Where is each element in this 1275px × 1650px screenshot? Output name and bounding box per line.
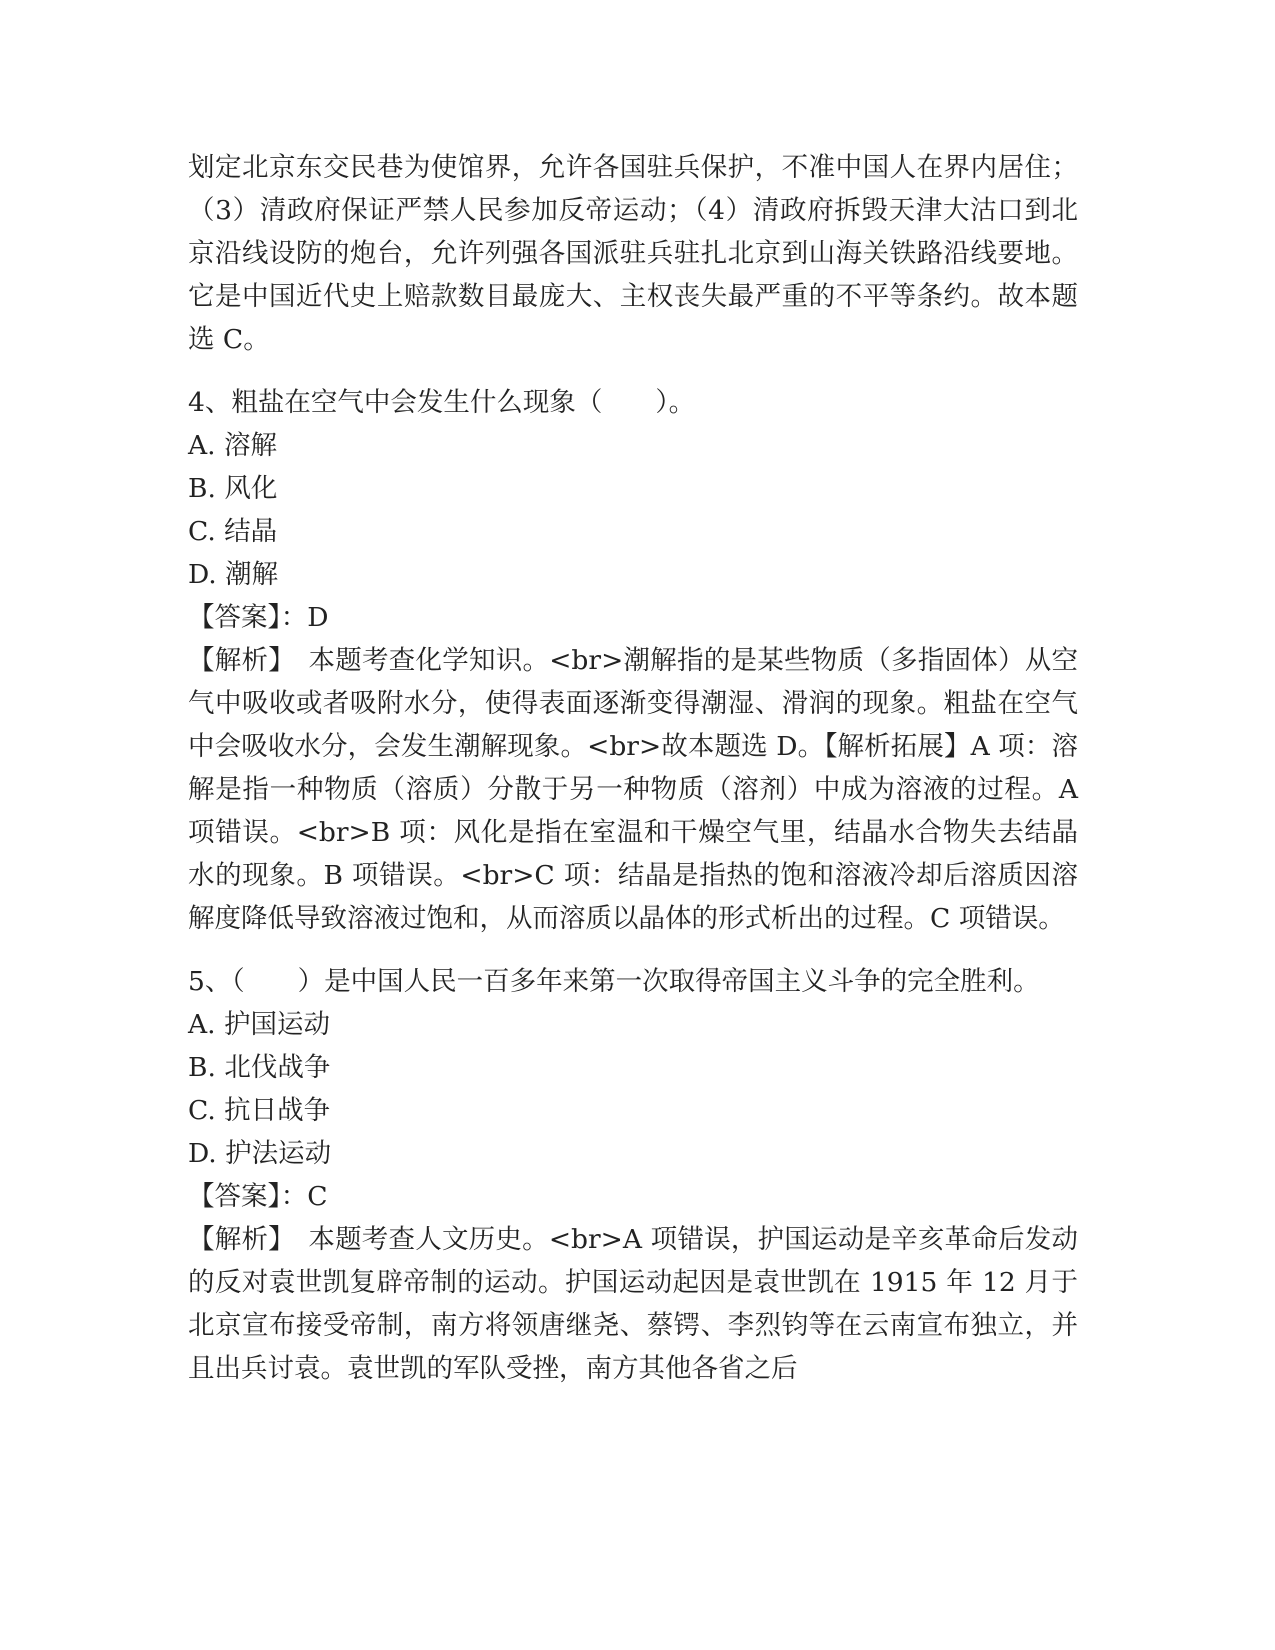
question-4: [188, 381, 1078, 940]
option-a: A. 溶解: [188, 430, 277, 461]
option-d: D. 潮解: [188, 559, 279, 590]
option-b: B. 北伐战争: [188, 1052, 331, 1083]
spacer: [188, 361, 1078, 381]
option-c: C. 结晶: [188, 516, 278, 547]
option-d: D. 护法运动: [188, 1138, 332, 1169]
previous-explanation: 划定北京东交民巷为使馆界，允许各国驻兵保护，不准中国人在界内居住；（3）清政府保证严禁人民参加反帝运动；（4）清政府拆毁天津大沽口到北京沿线设防的炮台，允许列强各国派驻兵驻扎北京到山海关铁路沿线要地。它是中国近代史上赔款数目最庞大、主权丧失最严重的不平等条约。故本题选 C。: [188, 152, 1078, 355]
spacer: [188, 940, 1078, 960]
answer: 【答案】：D: [188, 602, 329, 633]
question-stem: 4、粗盐在空气中会发生什么现象（ ）。: [188, 387, 696, 418]
option-c: C. 抗日战争: [188, 1095, 331, 1126]
option-a: A. 护国运动: [188, 1009, 330, 1040]
question-5: [188, 960, 1078, 1390]
analysis: 【解析】 本题考查人文历史。<br>A 项错误，护国运动是辛亥革命后发动的反对袁世凯复辟帝制的运动。护国运动起因是袁世凯在 1915 年 12 月于北京宣布接受帝制，南方将领唐继尧、蔡锷、李烈钧等在云南宣布独立，并且出兵讨袁。袁世凯的军队受挫，南方其他各省之后: [188, 1224, 1078, 1384]
analysis: 【解析】 本题考查化学知识。<br>潮解指的是某些物质（多指固体）从空气中吸收或者吸附水分，使得表面逐渐变得潮湿、滑润的现象。粗盐在空气中会吸收水分，会发生潮解现象。<br>故本题选 D。【解析拓展】A 项：溶解是指一种物质（溶质）分散于另一种物质（溶剂）中成为溶液的过程。A 项错误。<br>B 项：风化是指在室温和干燥空气里，结晶水合物失去结晶水的现象。B 项错误。<br>C 项：结晶是指热的饱和溶液冷却后溶质因溶解度降低导致溶液过饱和，从而溶质以晶体的形式析出的过程。C 项错误。: [188, 645, 1078, 934]
document-page: [188, 146, 1078, 1390]
answer: 【答案】：C: [188, 1181, 328, 1212]
question-stem: 5、（ ）是中国人民一百多年来第一次取得帝国主义斗争的完全胜利。: [188, 966, 1040, 997]
option-b: B. 风化: [188, 473, 278, 504]
